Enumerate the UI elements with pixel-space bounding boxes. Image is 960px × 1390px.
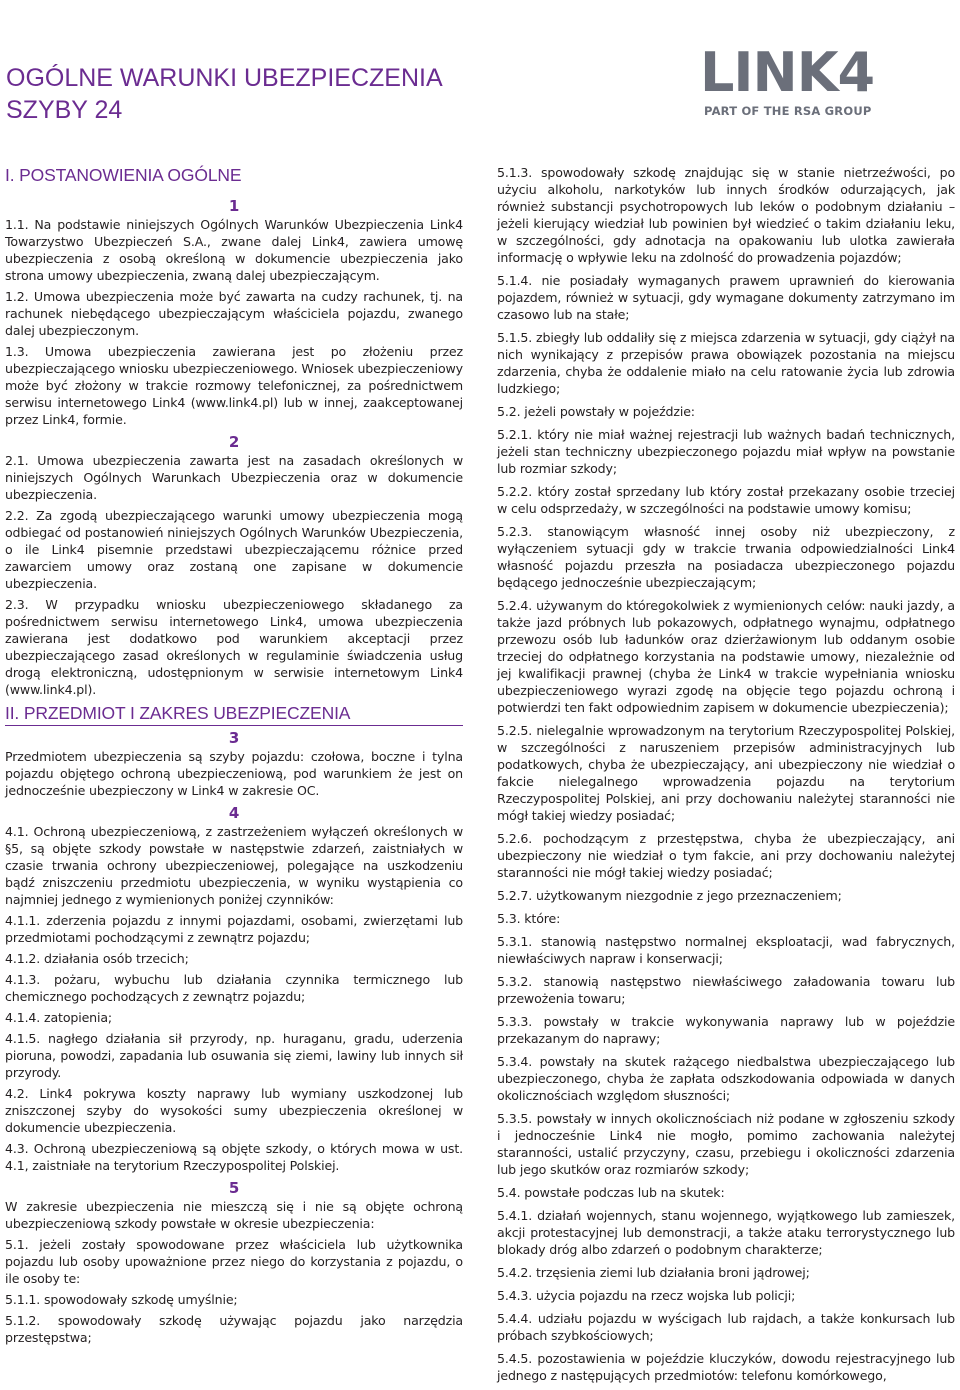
clause-5-1-1: 5.1.1. spowodowały szkodę umyślnie; xyxy=(5,1292,238,1307)
clause-1-1: 1.1. Na podstawie niniejszych Ogólnych Warunków Ubezpieczenia Link4 Towarzystwo Ubezpieczeń S.A., zwane dalej Link4, zawiera umowę ubezpieczenia z osobą określoną w dokumencie ubezpieczenia jako strona umowy ubezpieczenia, zwaną dalej ubezpieczającym. xyxy=(5,217,463,283)
paragraph-mark-4: 4 xyxy=(228,804,240,822)
clause-2-1: 2.1. Umowa ubezpieczenia zawarta jest na zasadach określonych w niniejszych Ogólnych Warunkach Ubezpieczenia oraz w dokumencie ubezpieczenia. xyxy=(5,453,463,502)
paragraph-mark-3: 3 xyxy=(228,729,240,747)
paragraph-mark-5: 5 xyxy=(228,1179,240,1197)
clause-5-4-1: 5.4.1. działań wojennych, stanu wojennego, wyjątkowego lub zamieszek, akcji protestacyjnej lub demonstracji, a także ataku terrorystycznego lub blokady dróg albo zdarzeń o podobnym charakterze; xyxy=(497,1208,955,1257)
clause-5-3-3: 5.3.3. powstały w trakcie wykonywania naprawy lub w pojeździe przekazanym do naprawy; xyxy=(497,1014,955,1046)
clause-1-2: 1.2. Umowa ubezpieczenia może być zawarta na cudzy rachunek, tj. na rachunek niebędącego ubezpieczającym właściciela pojazdu, zwanego dalej ubezpieczonym. xyxy=(5,289,463,338)
clause-5-2-2: 5.2.2. który został sprzedany lub który został przekazany osobie trzeciej w celu odsprzedaży, w szczególności na podstawie umowy komisu; xyxy=(497,484,955,516)
link4-logo xyxy=(700,41,890,124)
clause-5-4-3: 5.4.3. użycia pojazdu na rzecz wojska lub policji; xyxy=(497,1288,796,1303)
clause-5-2-4: 5.2.4. używanym do któregokolwiek z wymienionych celów: nauki jazdy, a także jazd próbnych lub pokazowych, odpłatnego wynajmu, odpłatnego przewozu osób lub ładunków oraz dzierżawionym lub oddanym osobie trzeciej do odpłatnego korzystania na podstawie umowy, niezależnie od jej kwalifikacji prawnej (chyba że Link4 w trakcie wypełniania wniosku ubezpieczeniowego wyrazi zgodę na objęcie tego pojazdu ochroną i potwierdzi ten fakt odpowiednim zapisem w dokumencie ubezpieczenia); xyxy=(497,598,955,715)
clause-4-2: 4.2. Link4 pokrywa koszty naprawy lub wymiany uszkodzonej lub zniszczonej szyby do wysokości sumy ubezpieczenia określonej w dokumencie ubezpieczenia. xyxy=(5,1086,463,1135)
clause-5-3-1: 5.3.1. stanowią następstwo normalnej eksploatacji, wad fabrycznych, niewłaściwych napraw i konserwacji; xyxy=(497,934,955,966)
clause-3: Przedmiotem ubezpieczenia są szyby pojazdu: czołowa, boczne i tylna pojazdu objętego ochroną ubezpieczeniową, pod warunkiem że jest on jednocześnie ubezpieczony w Link4 w zakresie OC. xyxy=(5,749,463,798)
clause-4-1: 4.1. Ochroną ubezpieczeniową, z zastrzeżeniem wyłączeń określonych w §5, są objęte szkody powstałe w następstwie zdarzeń, zaistniałych w czasie trwania ochrony ubezpieczeniowej, polegające na uszkodzeniu bądź zniszczeniu przedmiotu ubezpieczenia, w wyniku wystąpienia co najmniej jednego z wymienionych poniżej czynników: xyxy=(5,824,463,907)
clause-5-1-2: 5.1.2. spowodowały szkodę używając pojazdu jako narzędzia przestępstwa; xyxy=(5,1313,463,1345)
clause-5-1: 5.1. jeżeli zostały spowodowane przez właściciela lub użytkownika pojazdu lub osoby upoważnione przez niego do korzystania z pojazdu, o ile osoby te: xyxy=(5,1237,463,1286)
clause-4-1-1: 4.1.1. zderzenia pojazdu z innymi pojazdami, osobami, zwierzętami lub przedmiotami pochodzącymi z zewnątrz pojazdu; xyxy=(5,913,463,945)
logo-wordmark: LINK4 xyxy=(700,41,875,104)
clause-5-1-5: 5.1.5. zbiegły lub oddaliły się z miejsca zdarzenia w sytuacji, gdy ciążył na nich wynikający z przepisów prawa obowiązek pozostania na miejscu zdarzenia, chyba że oddalenie miało na celu ratowanie życia lub zdrowia ludzkiego; xyxy=(497,330,955,396)
title-line-2: SZYBY 24 xyxy=(6,96,123,124)
clause-2-3: 2.3. W przypadku wniosku ubezpieczeniowego składanego za pośrednictwem serwisu internetowego Link4, umowa ubezpieczenia zawierana jest dodatkowo pod warunkiem akceptacji przez ubezpieczającego zasad określonych w regulaminie świadczenia usług drogą elektroniczną, udostępnionym w serwisie internetowym Link4 (www.link4.pl). xyxy=(5,597,463,697)
clause-5-4-5: 5.4.5. pozostawienia w pojeździe kluczyków, dowodu rejestracyjnego lub jednego z następujących przedmiotów: telefonu komórkowego, xyxy=(497,1351,955,1383)
section-2-title: II. PRZEDMIOT I ZAKRES UBEZPIECZENIA xyxy=(5,702,463,726)
clause-5-2-6: 5.2.6. pochodzącym z przestępstwa, chyba że ubezpieczający, ani ubezpieczony nie wiedział o tym fakcie, ani przy dochowaniu należytej staranności nie mógł takiej wiedzy posiadać; xyxy=(497,831,955,880)
clause-5-2-7: 5.2.7. użytkowanym niezgodnie z jego przeznaczeniem; xyxy=(497,888,842,903)
clause-5-3-4: 5.3.4. powstały na skutek rażącego niedbalstwa ubezpieczającego lub ubezpieczonego, chyba że zapłata odszkodowania odpowiada w danych okolicznościach względom słuszności; xyxy=(497,1054,955,1103)
clause-2-2: 2.2. Za zgodą ubezpieczającego warunki umowy ubezpieczenia mogą odbiegać od postanowień niniejszych Ogólnych Warunków Ubezpieczenia, o ile Link4 pisemnie przedstawi ubezpieczającemu różnice przed zawarciem umowy oraz zostaną one zapisane w dokumencie ubezpieczenia. xyxy=(5,508,463,591)
clause-5-intro: W zakresie ubezpieczenia nie mieszczą się i nie są objęte ochroną ubezpieczeniową szkody powstałe w okresie ubezpieczenia: xyxy=(5,1199,463,1231)
section-1-title: I. POSTANOWIENIA OGÓLNE xyxy=(5,165,242,185)
clause-5-1-4: 5.1.4. nie posiadały wymaganych prawem uprawnień do kierowania pojazdem, również w sytuacji, gdy wymagane dokumenty zatrzymano im czasowo lub na stałe; xyxy=(497,273,955,322)
clause-4-1-4: 4.1.4. zatopienia; xyxy=(5,1010,113,1025)
clause-5-1-3: 5.1.3. spowodowały szkodę znajdując się w stanie nietrzeźwości, po użyciu alkoholu, narkotyków lub innych środków odurzających, jak również substancji psychotropowych lub leków o podobnym działaniu – jeżeli kierujący wiedział lub powinien był wiedzieć o takim działaniu leku, w szczególności, gdy adnotacja na opakowaniu lub ulotka zawierała informację o wpływie leku na zdolność do prowadzenia pojazdów; xyxy=(497,165,955,265)
right-column xyxy=(497,164,955,1390)
clause-4-1-2: 4.1.2. działania osób trzecich; xyxy=(5,951,189,966)
clause-5-4-4: 5.4.4. udziału pojazdu w wyścigach lub rajdach, a także konkursach lub próbach szybkościowych; xyxy=(497,1311,955,1343)
clause-1-3: 1.3. Umowa ubezpieczenia zawierana jest po złożeniu przez ubezpieczającego wniosku ubezpieczeniowego. Wniosek ubezpieczeniowy może być złożony w trakcie rozmowy telefonicznej, za pośrednictwem serwisu internetowego Link4 (www.link4.pl) lub w innej, zaakceptowanej przez Link4, formie. xyxy=(5,344,463,427)
clause-5-3-2: 5.3.2. stanowią następstwo niewłaściwego załadowania towaru lub przewożenia towaru; xyxy=(497,974,955,1006)
paragraph-mark-2: 2 xyxy=(228,433,240,451)
clause-5-2-1: 5.2.1. który nie miał ważnej rejestracji lub ważnych badań technicznych, jeżeli stan techniczny ubezpieczonego pojazdu miał wpływ na powstanie lub rozmiar szkody; xyxy=(497,427,955,476)
clause-5-2-5: 5.2.5. nielegalnie wprowadzonym na terytorium Rzeczypospolitej Polskiej, w szczególności z naruszeniem przepisów administracyjnych lub podatkowych, chyba że ubezpieczający, ani ubezpieczony nie wiedział o fakcie nielegalnego wprowadzenia pojazdu na terytorium Rzeczypospolitej Polskiej, ani przy dochowaniu należytej staranności nie mógł takiej wiedzy posiadać; xyxy=(497,723,955,823)
clause-5-2: 5.2. jeżeli powstały w pojeździe: xyxy=(497,404,695,419)
document-title xyxy=(6,62,443,126)
logo-tagline: PART OF THE RSA GROUP xyxy=(704,104,872,118)
clause-5-4: 5.4. powstałe podczas lub na skutek: xyxy=(497,1185,725,1200)
clause-4-1-3: 4.1.3. pożaru, wybuchu lub działania czynnika termicznego lub chemicznego pochodzących z zewnątrz pojazdu; xyxy=(5,972,463,1004)
title-line-1: OGÓLNE WARUNKI UBEZPIECZENIA xyxy=(6,64,443,92)
clause-4-3: 4.3. Ochroną ubezpieczeniową są objęte szkody, o których mowa w ust. 4.1, zaistniałe na terytorium Rzeczypospolitej Polskiej. xyxy=(5,1141,463,1173)
clause-4-1-5: 4.1.5. nagłego działania sił przyrody, np. huraganu, gradu, uderzenia pioruna, powodzi, zapadania lub osuwania się ziemi, lawiny lub innych sił przyrody. xyxy=(5,1031,463,1080)
left-column xyxy=(5,164,463,1350)
clause-5-4-2: 5.4.2. trzęsienia ziemi lub działania broni jądrowej; xyxy=(497,1265,810,1280)
clause-5-3: 5.3. które: xyxy=(497,911,561,926)
clause-5-2-3: 5.2.3. stanowiącym własność innej osoby niż ubezpieczony, z wyłączeniem sytuacji gdy w trakcie trwania odpowiedzialności Link4 własność pojazdu przeszła na posiadacza ubezpieczonego pojazdu będącego jednocześnie ubezpieczającym; xyxy=(497,524,955,590)
clause-5-3-5: 5.3.5. powstały w innych okolicznościach niż podane w zgłoszeniu szkody i jednocześnie Link4 nie mogło, pomimo zachowania należytej staranności, ustalić przyczyny, czasu, przebiegu i okoliczności zdarzenia lub jego skutków oraz rozmiarów szkody; xyxy=(497,1111,955,1177)
paragraph-mark-1: 1 xyxy=(228,197,240,215)
